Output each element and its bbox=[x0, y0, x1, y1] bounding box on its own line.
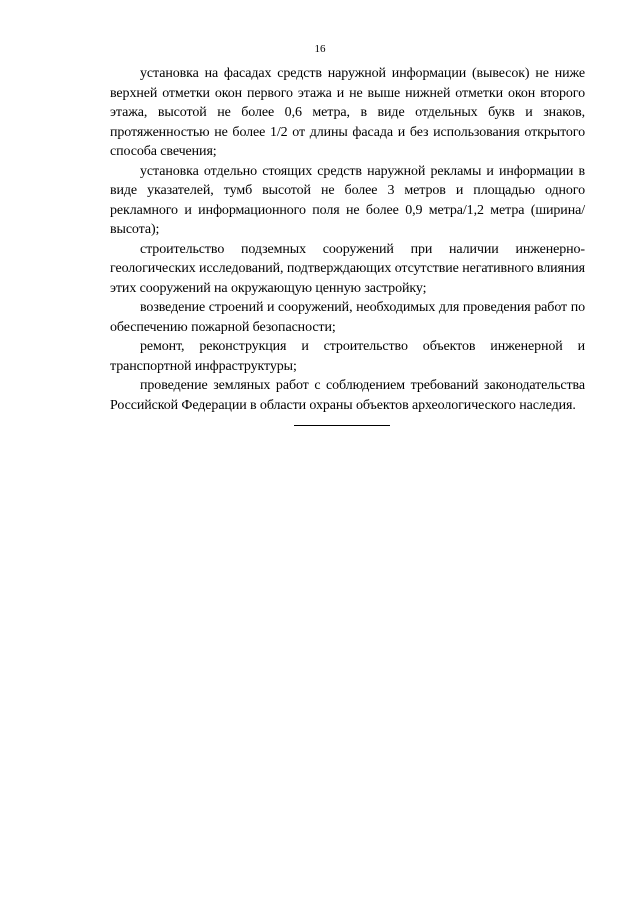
paragraph-earthworks: проведение земляных работ с соблюдением требований законодательства Российской Федерации в области охраны объектов археологического наследия. bbox=[110, 378, 585, 413]
paragraph-advertising: установка отдельно стоящих средств наружной рекламы и информации в виде указателей, тумб высотой не более 3 метров и площадью одного рекламного и информационного поля не более 0,9 метра/1,2 метра (ширина/высота); bbox=[110, 163, 585, 237]
paragraph-infrastructure: ремонт, реконструкция и строительство объектов инженерной и транспортной инфраструктуры; bbox=[110, 339, 585, 374]
end-of-text-rule bbox=[294, 425, 390, 426]
paragraph-signage: установка на фасадах средств наружной информации (вывесок) не ниже верхней отметки окон первого этажа и не выше нижней отметки окон второго этажа, высотой не более 0,6 метра, в виде отдельных букв и знаков, протяженностью не более 1/2 от длины фасада и без использования открытого способа свечения; bbox=[110, 66, 585, 159]
paragraph-underground-structures: строительство подземных сооружений при наличии инженерно-геологических исследований, подтверждающих отсутствие негативного влияния этих сооружений на окружающую ценную застройку; bbox=[110, 241, 585, 296]
page-number: 16 bbox=[314, 43, 326, 55]
paragraph-fire-safety: возведение строений и сооружений, необходимых для проведения работ по обеспечению пожарной безопасности; bbox=[110, 300, 585, 335]
body-text bbox=[110, 64, 585, 415]
